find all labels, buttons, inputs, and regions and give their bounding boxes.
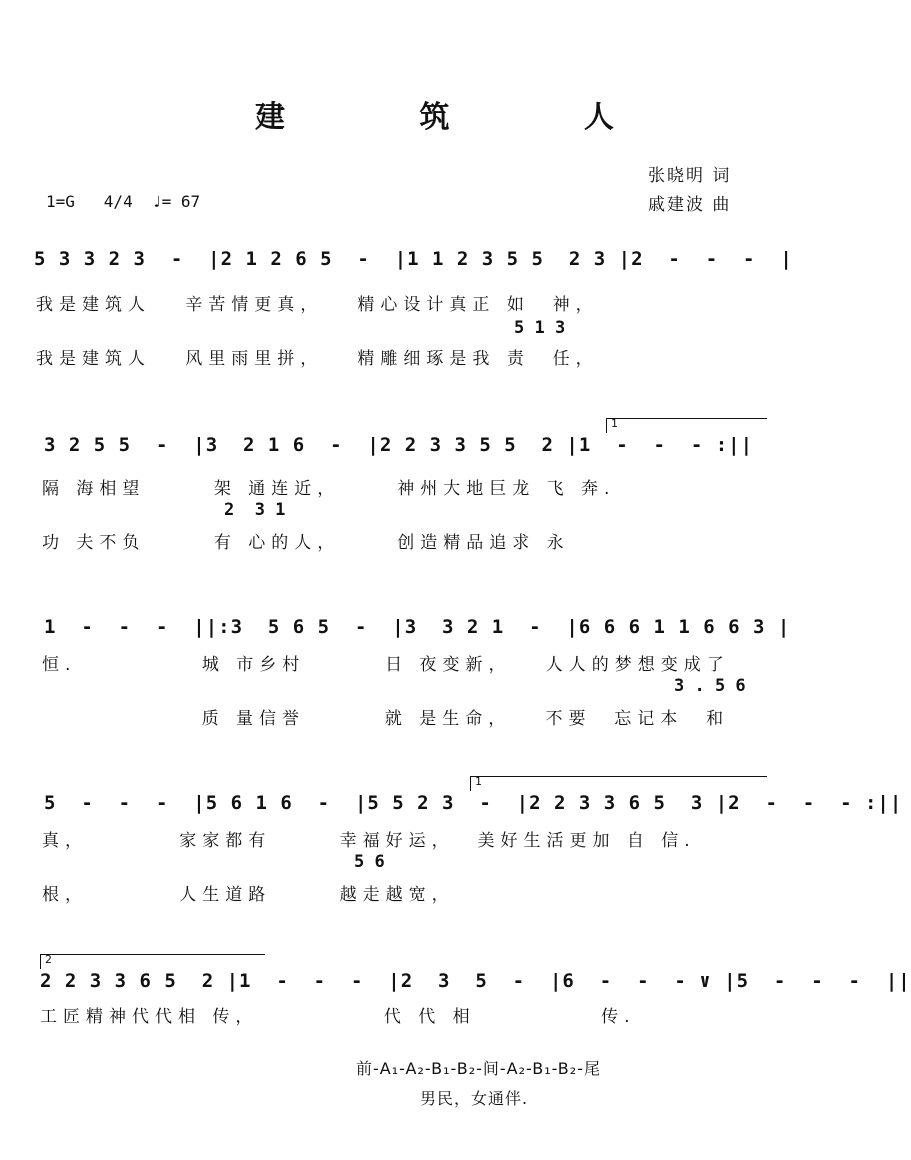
lyric-row-3-verse-2: 质 量信誉 就 是生命， 不要 忘记本 和 <box>42 709 730 729</box>
lyric-row-4-verse-2: 根， 人生道路 越走越宽， <box>42 885 455 905</box>
form-structure: 前-A₁-A₂-B₁-B₂-间-A₂-B₁-B₂-尾 <box>356 1059 601 1078</box>
volta-bracket-row-4: 1 <box>470 776 767 791</box>
volta-bracket-row-5: 2 <box>40 954 265 969</box>
notation-row-3: 1 - - - ||:3 5 6 5 - |3 3 2 1 - |6 6 6 1 1 6 6 3 | <box>44 616 791 638</box>
alt-notes-row-3: 3 . 5 6 <box>674 676 746 696</box>
lyric-row-2-verse-2: 功 夫不负 有 心的人， 创造精品追求 永 <box>42 533 570 553</box>
song-title: 建 筑 人 <box>255 100 676 135</box>
key-signature: 1=G 4/4 ♩= 67 <box>46 192 201 211</box>
alt-notes-row-1: 5 1 3 <box>514 318 566 338</box>
lyric-row-3-verse-1: 恒. 城 市乡村 日 夜变新， 人人的梦想变成了 <box>42 655 730 675</box>
lyric-row-4-verse-1: 真， 家家都有 幸福好运， 美好生活更加 自 信. <box>42 831 696 851</box>
performance-note: 男民，女通伴. <box>420 1089 529 1108</box>
lyric-row-2-verse-1: 隔 海相望 架 通连近， 神州大地巨龙 飞 奔. <box>42 479 616 499</box>
notation-row-2: 3 2 5 5 - |3 2 1 6 - |2 2 3 3 5 5 2 |1 - - - :|| <box>44 434 754 456</box>
volta-bracket-row-2: 1 <box>606 418 767 433</box>
notation-row-5: 2 2 3 3 6 5 2 |1 - - - |2 3 5 - |6 - - - ∨ |5 - - - || <box>40 970 911 992</box>
alt-notes-row-4: 5 6 <box>354 852 385 872</box>
lyric-row-5: 工匠精神代代相 传， 代 代 相 传. <box>40 1007 636 1027</box>
lyricist-credit: 张晓明 词 <box>648 166 732 186</box>
notation-row-1: 5 3 3 2 3 - |2 1 2 6 5 - |1 1 2 3 5 5 2 3 |2 - - - | <box>34 248 793 270</box>
lyric-row-1-verse-2: 我是建筑人 风里雨里拼， 精雕细琢是我 责 任， <box>36 349 599 369</box>
alt-notes-row-2: 2 3 1 <box>224 500 286 520</box>
composer-credit: 戚建波 曲 <box>648 195 732 215</box>
lyric-row-1-verse-1: 我是建筑人 辛苦情更真， 精心设计真正 如 神， <box>36 295 599 315</box>
notation-row-4: 5 - - - |5 6 1 6 - |5 5 2 3 - |2 2 3 3 6 5 3 |2 - - - :|| <box>44 792 903 814</box>
